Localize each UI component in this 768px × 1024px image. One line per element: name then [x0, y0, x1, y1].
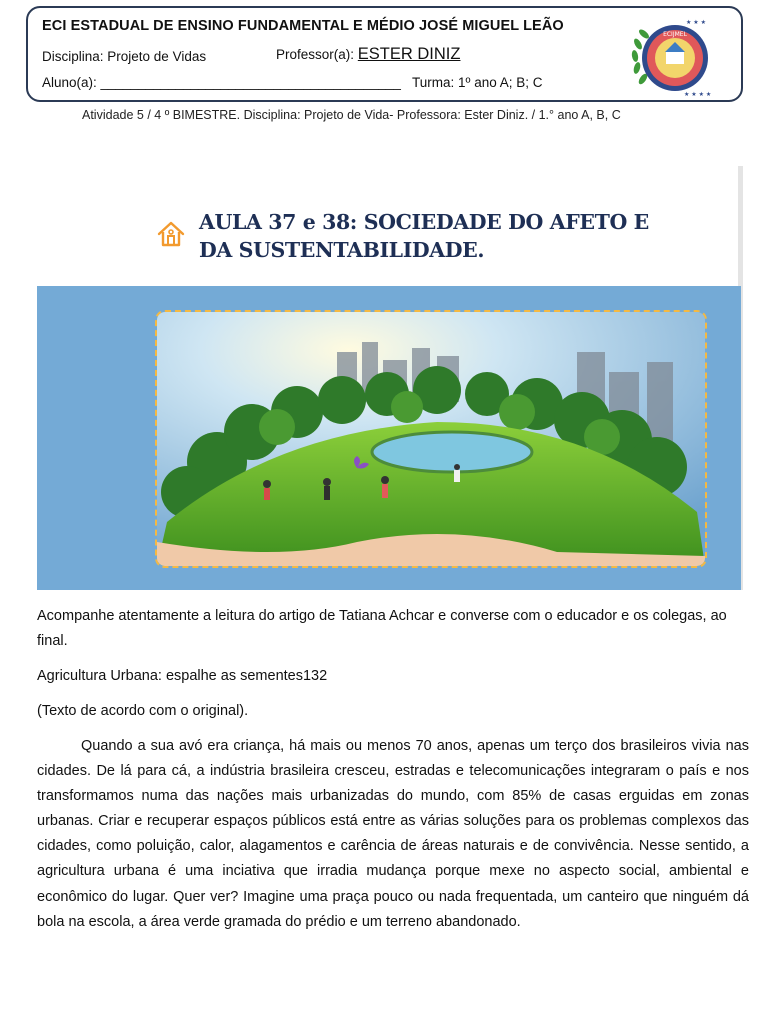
lesson-title [199, 208, 649, 264]
lesson-card [37, 166, 743, 590]
professor-name: ESTER DINIZ [357, 45, 461, 63]
house-icon [155, 218, 187, 250]
article-paragraph: Quando a sua avó era criança, há mais ou menos 70 anos, apenas um terço dos brasileiros vivia nas cidades. De lá para cá, a indústria brasileira cresceu, estradas e telecomunicações integraram o país e nos transformamos numa das nações mais urbanizadas do mundo, com 85% de casas erguidas em zonas urbanas. Criar e recuperar espaços públicos está entre as várias soluções para os problemas complexos das cidades, como poluição, calor, alagamentos e carência de áreas naturais e de convivência. Nesse sentido, a agricultura urbana é uma inciativa que irradia mudança porque mexe no aspecto social, ambiental e econômico do lugar. Quer ver? Imagine uma praça pouco ou nada frequentada, um canteiro que ninguém dá bola na escola, a área verde gramada do prédio e um terreno abandonado. [37, 738, 749, 930]
svg-text:★ ★ ★ ★: ★ ★ ★ ★ [684, 91, 712, 98]
article-title: Agricultura Urbana: espalhe as sementes132 [37, 668, 328, 684]
lesson-title-line1: AULA 37 e 38: SOCIEDADE DO AFETO E [199, 210, 649, 234]
intro-paragraph: Acompanhe atentamente a leitura do artigo de Tatiana Achcar e converse com o educador e os colegas, ao final. [37, 608, 727, 649]
svg-text:★ ★ ★: ★ ★ ★ [686, 19, 706, 26]
eco-city-illustration [155, 310, 707, 568]
discipline-label: Disciplina: Projeto de Vidas [42, 49, 207, 64]
professor-field [276, 45, 460, 64]
school-header [26, 6, 743, 102]
student-field: Aluno(a): ________________________________________ [42, 75, 401, 90]
school-logo [628, 14, 718, 98]
school-name: ECI ESTADUAL DE ENSINO FUNDAMENTAL E MÉDIO JOSÉ MIGUEL LEÃO [42, 18, 564, 34]
logo-text: ECIJMEL [663, 31, 687, 38]
activity-line: Atividade 5 / 4 º BIMESTRE. Disciplina: Projeto de Vida- Professora: Ester Diniz. / 1.° ano A, B, C [82, 108, 621, 122]
source-note: (Texto de acordo com o original). [37, 703, 249, 719]
class-label: Turma: 1º ano A; B; C [412, 75, 543, 90]
professor-label: Professor(a): [276, 47, 355, 62]
lesson-title-line2: DA SUSTENTABILIDADE. [199, 238, 485, 262]
